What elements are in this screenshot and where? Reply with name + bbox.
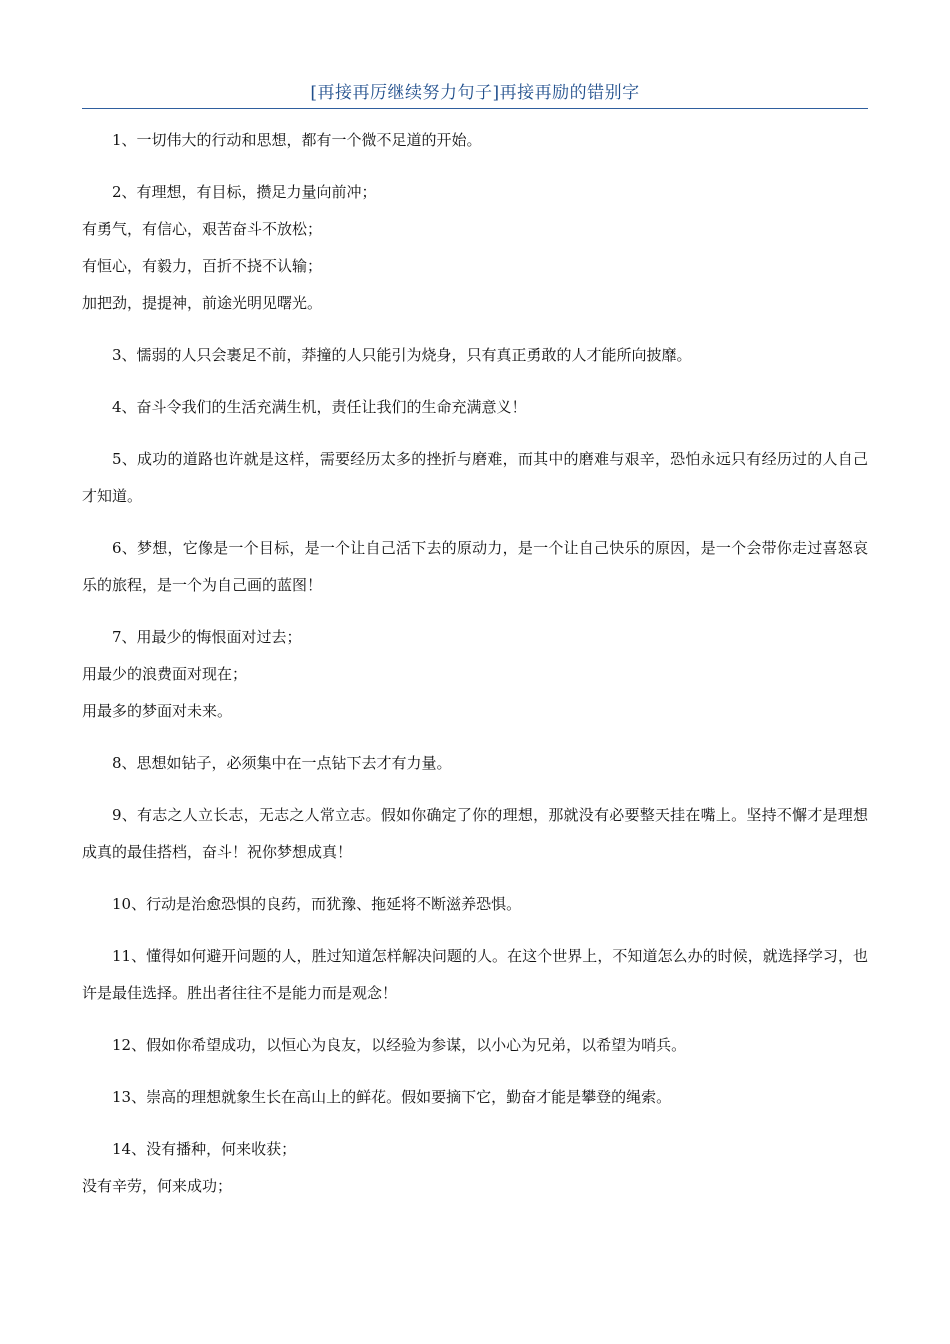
- paragraph-11: 11、懂得如何避开问题的人，胜过知道怎样解决问题的人。在这个世界上，不知道怎么办的时候，就选择学习，也许是最佳选择。胜出者往往不是能力而是观念！: [82, 947, 868, 1002]
- paragraph-line: 有恒心，有毅力，百折不挠不认输；: [82, 257, 323, 275]
- paragraph-line: 2、有理想，有目标，攒足力量向前冲；: [112, 183, 377, 201]
- paragraph-line: 没有辛劳，何来成功；: [82, 1177, 233, 1195]
- paragraph-6: 6、梦想，它像是一个目标，是一个让自己活下去的原动力，是一个让自己快乐的原因，是一个会带你走过喜怒哀乐的旅程，是一个为自己画的蓝图！: [82, 539, 868, 594]
- paragraph-14: [82, 1131, 868, 1205]
- document-title: [再接再厉继续努力句子]再接再励的错别字: [310, 83, 640, 103]
- paragraph-5: 5、成功的道路也许就是这样，需要经历太多的挫折与磨难，而其中的磨难与艰辛，恐怕永远只有经历过的人自己才知道。: [82, 450, 868, 505]
- paragraph-line: 有勇气，有信心，艰苦奋斗不放松；: [82, 220, 323, 238]
- paragraph-line: 14、没有播种，何来收获；: [112, 1140, 297, 1158]
- paragraph-2: [82, 174, 868, 322]
- paragraph-1: 1、一切伟大的行动和思想，都有一个微不足道的开始。: [112, 131, 482, 149]
- document-body: [82, 122, 868, 1220]
- paragraph-3: 3、懦弱的人只会裹足不前，莽撞的人只能引为烧身，只有真正勇敢的人才能所向披靡。: [112, 346, 692, 364]
- paragraph-7: [82, 619, 868, 730]
- paragraph-8: 8、思想如钻子，必须集中在一点钻下去才有力量。: [112, 754, 452, 772]
- header-divider: [82, 108, 868, 109]
- paragraph-9: 9、有志之人立长志，无志之人常立志。假如你确定了你的理想，那就没有必要整天挂在嘴上。坚持不懈才是理想成真的最佳搭档，奋斗！祝你梦想成真！: [82, 806, 868, 861]
- paragraph-4: 4、奋斗令我们的生活充满生机，责任让我们的生命充满意义！: [112, 398, 527, 416]
- paragraph-10: 10、行动是治愈恐惧的良药，而犹豫、拖延将不断滋养恐惧。: [112, 895, 522, 913]
- paragraph-line: 用最多的梦面对未来。: [82, 702, 233, 720]
- paragraph-line: 用最少的浪费面对现在；: [82, 665, 248, 683]
- paragraph-13: 13、崇高的理想就象生长在高山上的鲜花。假如要摘下它，勤奋才能是攀登的绳索。: [112, 1088, 672, 1106]
- paragraph-12: 12、假如你希望成功，以恒心为良友，以经验为参谋，以小心为兄弟，以希望为哨兵。: [112, 1036, 687, 1054]
- paragraph-line: 7、用最少的悔恨面对过去；: [112, 628, 302, 646]
- paragraph-line: 加把劲，提提神，前途光明见曙光。: [82, 294, 323, 312]
